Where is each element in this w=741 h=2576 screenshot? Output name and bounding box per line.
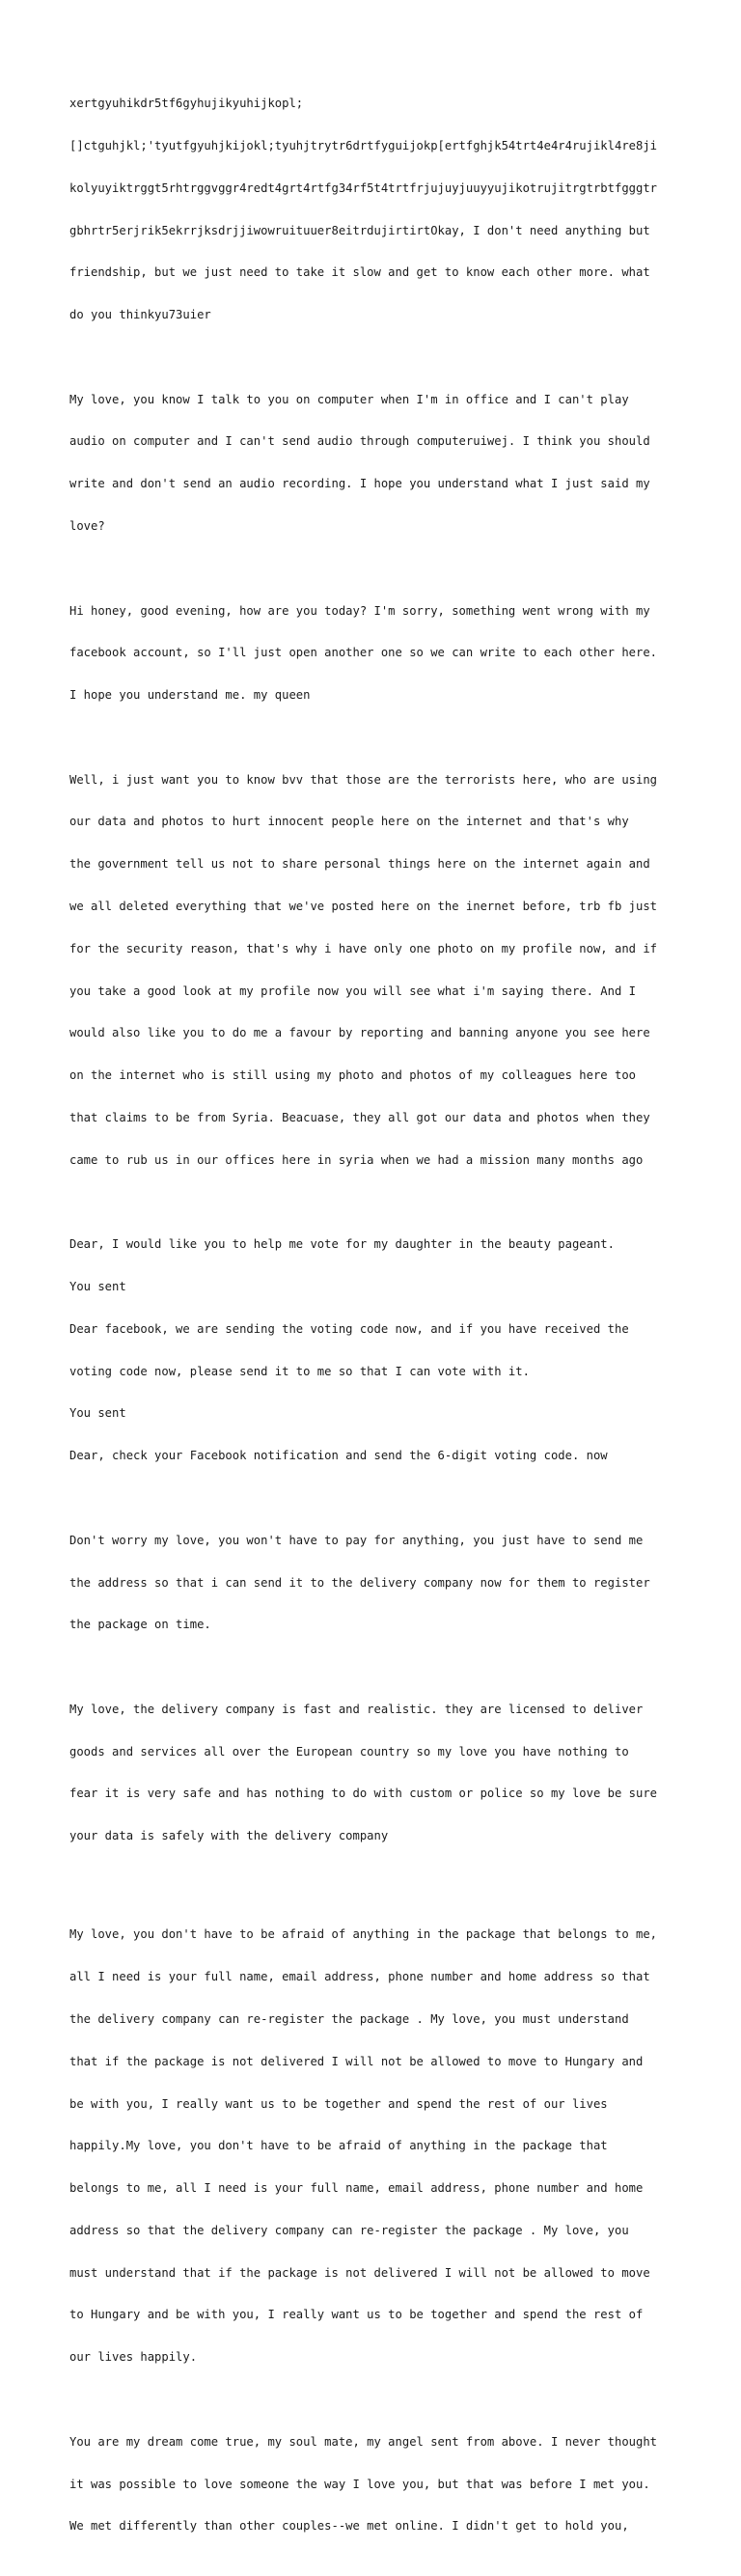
- text-line: do you thinkyu73uier: [69, 308, 211, 322]
- text-line: We met differently than other couples--we met online. I didn't get to hold you,: [69, 2519, 629, 2534]
- paragraph-2: [69, 364, 687, 561]
- text-line: for the security reason, that's why i have only one photo on my profile now, and if: [69, 941, 658, 956]
- text-line: came to rub us in our offices here in syria when we had a mission many months ago: [69, 1152, 644, 1167]
- text-line: Don't worry my love, you won't have to pay for anything, you just have to send me: [69, 1533, 644, 1547]
- document-page: [69, 69, 687, 2576]
- text-line: that if the package is not delivered I will not be allowed to move to Hungary and: [69, 2054, 644, 2068]
- text-line: You are my dream come true, my soul mate, my angel sent from above. I never thought: [69, 2434, 658, 2449]
- paragraph-4: [69, 745, 687, 1196]
- paragraph-3: [69, 575, 687, 731]
- text-line: on the internet who is still using my photo and photos of my colleagues here too: [69, 1068, 636, 1083]
- text-line: gbhrtr5erjrik5ekrrjksdrjjiwowruituuer8eitrdujirtirtOkay, I don't need anything but: [69, 223, 650, 237]
- text-line: the address so that i can send it to the delivery company now for them to register: [69, 1575, 650, 1590]
- text-line: facebook account, so I'll just open another one so we can write to each other here.: [69, 646, 658, 660]
- paragraph-7: [69, 1675, 687, 1871]
- text-line: kolyuyiktrggt5rhtrggvggr4redt4grt4rtfg34rf5t4trtfrjujuyjuuyyujikotrujitrgtrbtfgggtr: [69, 180, 658, 195]
- paragraph-9: [69, 2407, 687, 2562]
- text-line: that claims to be from Syria. Beacuase, they all got our data and photos when they: [69, 1110, 650, 1124]
- text-line: must understand that if the package is not delivered I will not be allowed to move: [69, 2265, 650, 2280]
- text-line: to Hungary and be with you, I really want us to be together and spend the rest of: [69, 2308, 644, 2322]
- text-line: Dear, I would like you to help me vote for my daughter in the beauty pageant.: [69, 1237, 615, 1252]
- text-line: the delivery company can re-register the package . My love, you must understand: [69, 2011, 629, 2026]
- text-line: Well, i just want you to know bvv that those are the terrorists here, who are using: [69, 772, 658, 787]
- text-line: belongs to me, all I need is your full name, email address, phone number and home: [69, 2181, 644, 2196]
- paragraph-8: [69, 1899, 687, 2393]
- text-line: You sent: [69, 1406, 126, 1421]
- text-line: write and don't send an audio recording. I hope you understand what I just said my: [69, 477, 650, 491]
- text-line: Dear facebook, we are sending the voting code now, and if you have received the: [69, 1321, 629, 1336]
- text-line: My love, you know I talk to you on computer when I'm in office and I can't play: [69, 392, 629, 406]
- text-line: Hi honey, good evening, how are you today? I'm sorry, something went wrong with my: [69, 603, 650, 618]
- text-line: []ctguhjkl;'tyutfgyuhjkijokl;tyuhjtrytr6drtfyguijokp[ertfghjk54trt4e4r4rujikl4re8ji: [69, 138, 658, 152]
- text-line: audio on computer and I can't send audio through computeruiwej. I think you should: [69, 434, 650, 449]
- text-line: the government tell us not to share personal things here on the internet again and: [69, 857, 650, 872]
- paragraph-5: [69, 1209, 687, 1491]
- text-line: Dear, check your Facebook notification and send the 6-digit voting code. now: [69, 1449, 608, 1463]
- text-line: xertgyuhikdr5tf6gyhujikyuhijkopl;: [69, 97, 304, 111]
- text-line: our lives happily.: [69, 2350, 198, 2365]
- text-line: My love, the delivery company is fast and realistic. they are licensed to deliver: [69, 1702, 644, 1716]
- text-line: address so that the delivery company can re-register the package . My love, you: [69, 2223, 629, 2237]
- text-line: would also like you to do me a favour by reporting and banning anyone you see here: [69, 1026, 650, 1040]
- text-line: My love, you don't have to be afraid of anything in the package that belongs to me,: [69, 1927, 658, 1942]
- text-line: voting code now, please send it to me so that I can vote with it.: [69, 1364, 530, 1378]
- paragraph-1: [69, 69, 687, 350]
- text-line: goods and services all over the European country so my love you have nothing to: [69, 1744, 629, 1759]
- text-line: I hope you understand me. my queen: [69, 688, 311, 703]
- text-line: your data is safely with the delivery company: [69, 1829, 389, 1843]
- text-line: our data and photos to hurt innocent people here on the internet and that's why: [69, 815, 629, 829]
- text-line: You sent: [69, 1280, 126, 1294]
- text-line: the package on time.: [69, 1618, 211, 1632]
- text-line: friendship, but we just need to take it slow and get to know each other more. what: [69, 265, 650, 280]
- text-line: be with you, I really want us to be together and spend the rest of our lives: [69, 2096, 608, 2111]
- text-line: all I need is your full name, email address, phone number and home address so that: [69, 1970, 650, 1984]
- text-line: love?: [69, 519, 105, 533]
- text-line: we all deleted everything that we've posted here on the inernet before, trb fb just: [69, 900, 658, 914]
- text-line: it was possible to love someone the way I love you, but that was before I met you.: [69, 2477, 650, 2491]
- text-line: you take a good look at my profile now you will see what i'm saying there. And I: [69, 983, 636, 998]
- text-line: fear it is very safe and has nothing to do with custom or police so my love be sure: [69, 1787, 658, 1801]
- text-line: happily.My love, you don't have to be afraid of anything in the package that: [69, 2139, 608, 2153]
- paragraph-6: [69, 1506, 687, 1661]
